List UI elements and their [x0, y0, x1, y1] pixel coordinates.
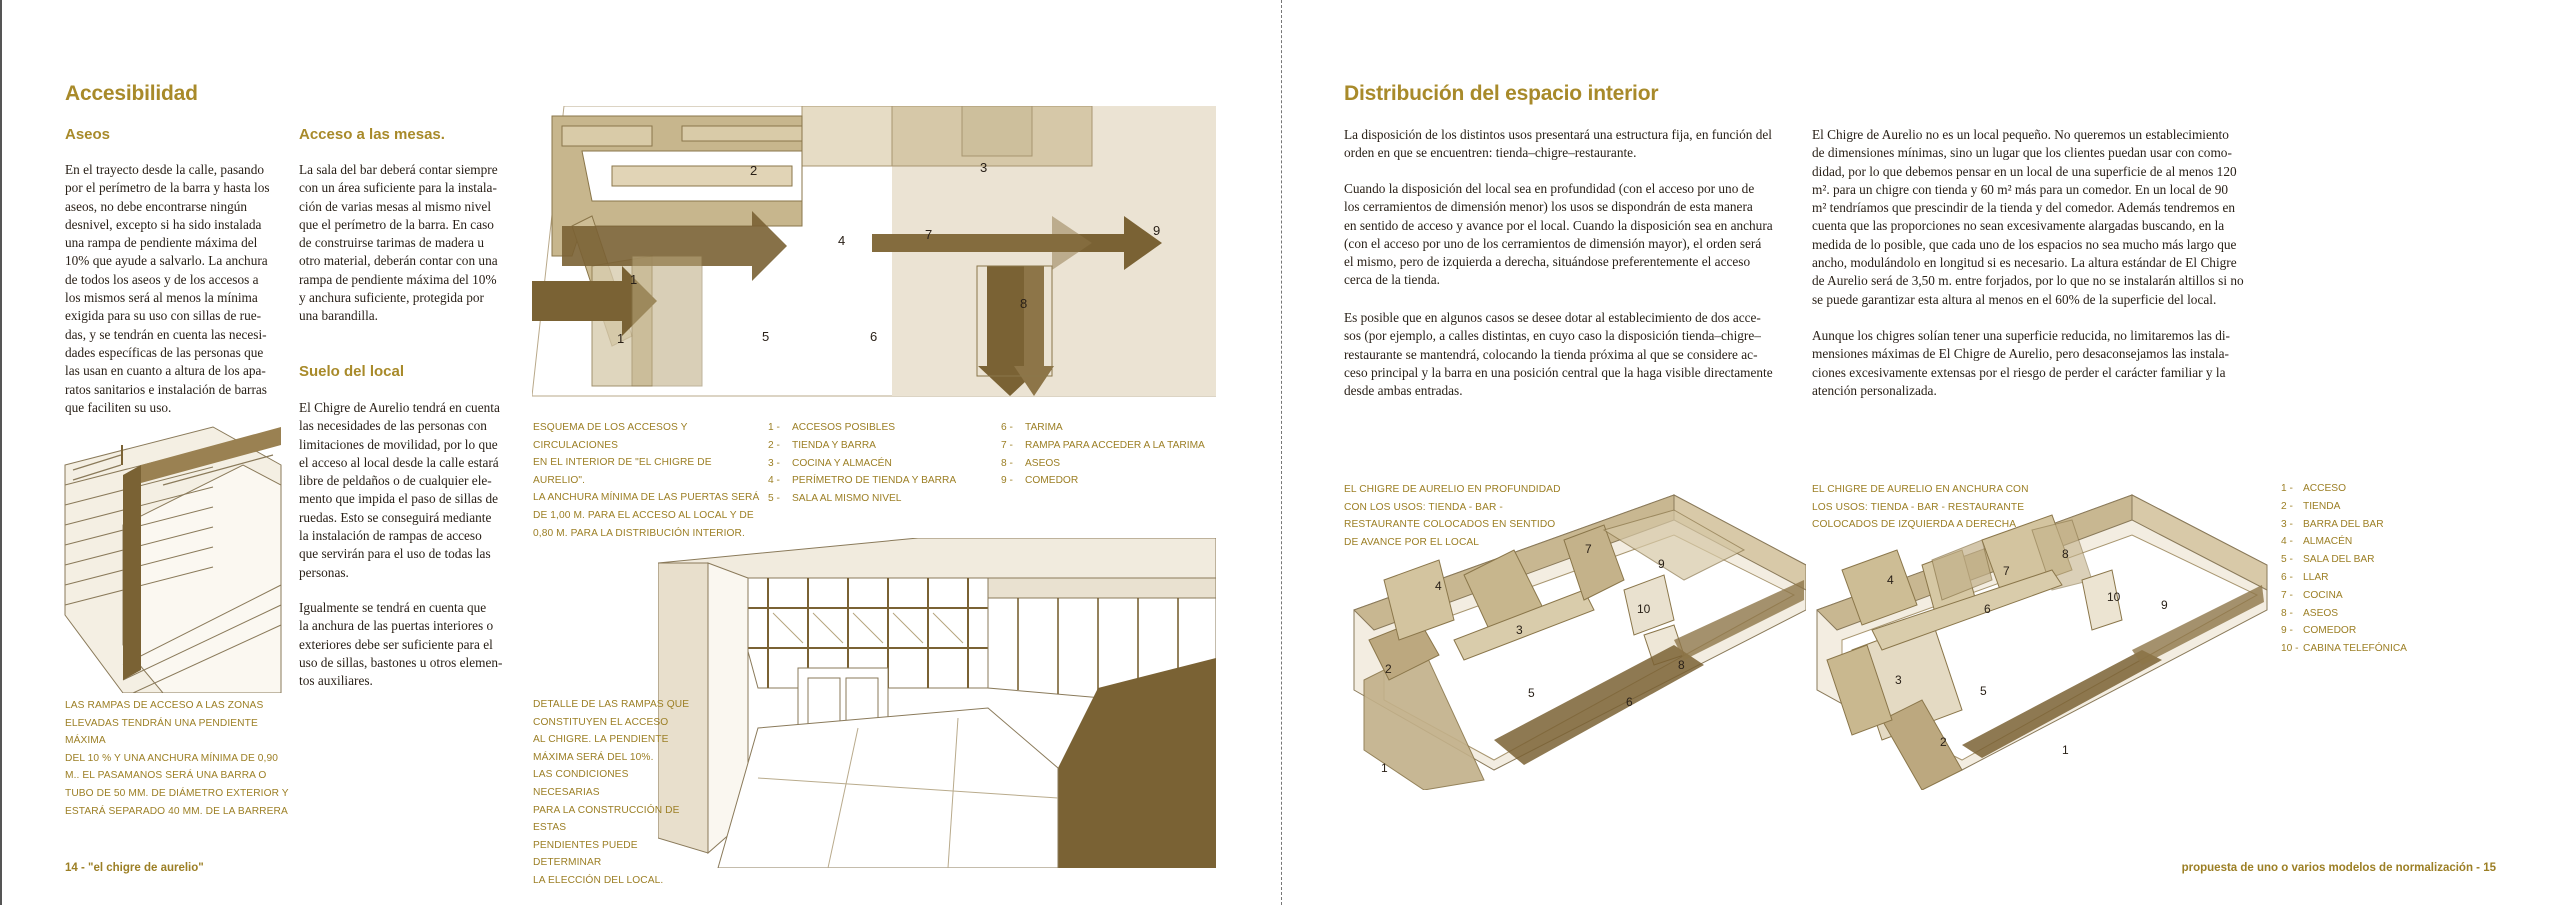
legend-item: 2 - TIENDA	[2281, 500, 2341, 512]
legend-item: 10 - CABINA TELEFÓNICA	[2281, 643, 2407, 655]
legend-item: 8 - ASEOS	[2281, 607, 2339, 619]
caption-ramp-detail: DETALLE DE LAS RAMPAS QUE CONSTITUYEN EL ACCESO AL CHIGRE. LA PENDIENTE MÁXIMA SERÁ DEL 10%. LAS CONDICIONES NECESARIAS PARA LA CONSTRUCCIÓN DE ESTAS PENDIENTES PUEDE DETERMINAR LA ELECCIÓN DEL LOCAL.	[533, 699, 690, 886]
width-label-10: 10	[2107, 590, 2121, 604]
legend-item: 2 - TIENDA Y BARRA	[768, 439, 876, 451]
col2-p1: El Chigre de Aurelio no es un local pequeño. No queremos un establecimiento de dimensiones mínimas, sino un lugar que los clientes puedan usar con como- didad, por lo que debemos pensar en un local de una superficie de al menos 120 m². para un chigre con tienda y 60 m² más para un comedor. En un local de 90 m² tendríamos que prescindir de la tienda y del comedor. Además tendremos en cuenta que las proporciones no sean excesivamente alargadas buscando, en la medida de lo posible, que cada uno de los espacios no sea mucho más largo que ancho, modulándolo en longitud si es necesario. La altura estándar de El Chigre de Aurelio será de 3,50 m. entre forjados, por lo que no se instalarán altillos si no se puede garantizar esta altura al menos en el 60% de la superficie del local.	[1812, 127, 2244, 307]
width-label-7: 7	[2003, 564, 2010, 578]
depth-label-4: 4	[1435, 579, 1442, 593]
width-label-6: 6	[1984, 602, 1991, 616]
text-suelo-local-1: El Chigre de Aurelio tendrá en cuenta las necesidades de las personas con limitaciones de movilidad, por lo que el acceso al local desde la calle estará libre de peldaños o de cualquier ele- mento que impida el paso de sillas de ruedas. Esto se conseguirá mediante la instalación de rampas de acceso que servirán para el uso de todas las personas.	[299, 400, 500, 580]
scheme-legend-col1	[768, 419, 993, 508]
text-suelo-local-2: Igualmente se tendrá en cuenta que la anchura de las puertas interiores o exteriores debe ser suficiente para el uso de sillas, bastones u otros elemen- tos auxiliares.	[299, 600, 503, 689]
legend-item: 3 - COCINA Y ALMACÉN	[768, 457, 892, 469]
legend-item: 1 - ACCESO	[2281, 483, 2347, 494]
footer-left: 14 - "el chigre de aurelio"	[65, 862, 204, 874]
scheme-label-9: 9	[1153, 223, 1161, 238]
legend-item: 9 - COMEDOR	[1001, 475, 1079, 487]
legend-item: 4 - ALMACÉN	[2281, 536, 2353, 548]
width-label-4: 4	[1887, 573, 1894, 587]
legend-item: 6 - TARIMA	[1001, 422, 1063, 433]
width-label-1: 1	[2062, 743, 2069, 757]
scheme-label-4: 4	[838, 233, 846, 248]
legend-item: 7 - RAMPA PARA ACCEDER A LA TARIMA	[1001, 439, 1205, 451]
scheme-label-1b: 1	[617, 331, 625, 346]
width-label-2: 2	[1940, 735, 1947, 749]
layout-legend	[2281, 480, 2431, 658]
depth-label-1: 1	[1381, 761, 1388, 775]
width-label-3: 3	[1895, 673, 1902, 687]
legend-item: 4 - PERÍMETRO DE TIENDA Y BARRA	[768, 475, 957, 487]
caption-depth-layout: EL CHIGRE DE AURELIO EN PROFUNDIDAD CON LOS USOS: TIENDA - BAR - RESTAURANTE COLOCADOS EN SENTIDO DE AVANCE POR EL LOCAL	[1344, 484, 1561, 548]
depth-label-10: 10	[1637, 602, 1651, 616]
legend-item: 8 - ASEOS	[1001, 457, 1061, 469]
heading-aseos: Aseos	[65, 126, 111, 143]
col2-p2: Aunque los chigres solían tener una superficie reducida, no limitaremos las di- mensiones máximas de El Chigre de Aurelio, pero desaconsejamos las instala- ciones excesivamente extensas por el riesgo de perder el carácter familiar y la atención personalizada.	[1812, 328, 2230, 398]
scheme-label-3: 3	[980, 160, 988, 175]
width-label-8: 8	[2062, 547, 2069, 561]
caption-access-scheme: ESQUEMA DE LOS ACCESOS Y CIRCULACIONES EN EL INTERIOR DE "EL CHIGRE DE AURELIO". LA ANCHURA MÍNIMA DE LAS PUERTAS SERÁ DE 1,00 M. PARA EL ACCESO AL LOCAL Y DE 0,80 M. PARA LA DISTRIBUCIÓN INTERIOR.	[533, 422, 760, 539]
ramp-detail-illustration	[658, 538, 1216, 868]
legend-item: 5 - SALA DEL BAR	[2281, 554, 2375, 566]
col1-p1: La disposición de los distintos usos presentará una estructura fija, en función del orden en que se encuentren: tienda–chigre–restaurante.	[1344, 127, 1772, 161]
col1-p3: Es posible que en algunos casos se desee dotar al establecimiento de dos acce- sos (por ejemplo, a calles distintas, en cuyo caso la disposición tienda–chigre– restaurante se mantendrá, colocando la tienda próxima al que se considere ac- ceso principal y la barra en una posición central que la haga visible directamente desde ambas entradas.	[1344, 310, 1773, 399]
legend-item: 6 - LLAR	[2281, 571, 2329, 583]
ramp-illustration	[63, 425, 283, 693]
caption-ramps: LAS RAMPAS DE ACCESO A LAS ZONAS ELEVADAS TENDRÁN UNA PENDIENTE MÁXIMA DEL 10 % Y UNA ANCHURA MÍNIMA DE 0,90 M.. EL PASAMANOS SERÁ UNA BARRA O TUBO DE 50 MM. DE DIÁMETRO EXTERIOR Y ESTARÁ SEPARADO 40 MM. DE LA BARRERA	[65, 700, 289, 817]
depth-label-5: 5	[1528, 686, 1535, 700]
access-scheme-diagram	[532, 106, 1216, 398]
heading-acceso-mesas: Acceso a las mesas.	[299, 126, 445, 143]
page-spine	[1281, 0, 1282, 905]
scheme-label-6: 6	[870, 329, 878, 344]
scheme-label-2: 2	[750, 163, 758, 178]
legend-item: 1 - ACCESOS POSIBLES	[768, 422, 896, 433]
depth-label-7: 7	[1585, 542, 1592, 556]
depth-label-3: 3	[1516, 623, 1523, 637]
text-acceso-mesas: La sala del bar deberá contar siempre con un área suficiente para la instala- ción de varias mesas al mismo nivel que el perímetro de la barra. En caso de construirse tarimas de madera u otro material, deberán contar con una rampa de pendiente máxima del 10% y anchura suficiente, protegida por una barandilla.	[299, 162, 498, 324]
col1-p2: Cuando la disposición del local sea en profundidad (con el acceso por uno de los cerramientos de dimensión menor) los usos se dispondrán de esta manera en sentido de acceso y avance por el local. Cuando la disposición sea en anchura (con el acceso por uno de los cerramientos de dimensión mayor), el orden será el mismo, pero de izquierda a derecha, situándose preferentemente el acceso cerca de la tienda.	[1344, 181, 1773, 288]
depth-label-9: 9	[1658, 557, 1665, 571]
depth-label-8: 8	[1678, 658, 1685, 672]
page-title-distribucion: Distribución del espacio interior	[1344, 82, 1659, 105]
width-label-5: 5	[1980, 684, 1987, 698]
page-edge	[0, 0, 2, 905]
legend-item: 9 - COMEDOR	[2281, 625, 2357, 637]
scheme-legend-col2	[1001, 419, 1211, 490]
footer-right: propuesta de uno o varios modelos de normalización - 15	[2181, 862, 2496, 874]
depth-label-2: 2	[1385, 662, 1392, 676]
width-layout-diagram	[1812, 490, 2272, 790]
scheme-label-7: 7	[925, 227, 933, 242]
heading-suelo-local: Suelo del local	[299, 363, 405, 380]
depth-layout-diagram	[1344, 490, 1806, 790]
legend-item: 5 - SALA AL MISMO NIVEL	[768, 493, 902, 505]
text-aseos: En el trayecto desde la calle, pasando por el perímetro de la barra y hasta los aseos, no debe encontrarse ningún desnivel, excepto si ha sido instalada una rampa de pendiente máxima del 10% que ayude a salvarlo. La anchura de todos los aseos y de los accesos a los mismos será al menos la mínima exigida para su uso con sillas de rue- das, y se tendrán en cuenta las necesi- dades específicas de las personas que las usan en cuanto a altura de los apa- ratos sanitarios e instalación de barras que faciliten su uso.	[65, 162, 270, 415]
legend-item: 7 - COCINA	[2281, 589, 2343, 601]
scheme-label-5: 5	[762, 329, 770, 344]
page-title-accesibilidad: Accesibilidad	[65, 82, 198, 105]
scheme-label-8: 8	[1020, 296, 1028, 311]
legend-item: 3 - BARRA DEL BAR	[2281, 518, 2384, 530]
caption-width-layout: EL CHIGRE DE AURELIO EN ANCHURA CON LOS USOS: TIENDA - BAR - RESTAURANTE COLOCADOS DE IZQUIERDA A DERECHA	[1812, 484, 2029, 531]
depth-label-6: 6	[1626, 695, 1633, 709]
width-label-9: 9	[2161, 598, 2168, 612]
scheme-label-1a: 1	[630, 272, 638, 287]
